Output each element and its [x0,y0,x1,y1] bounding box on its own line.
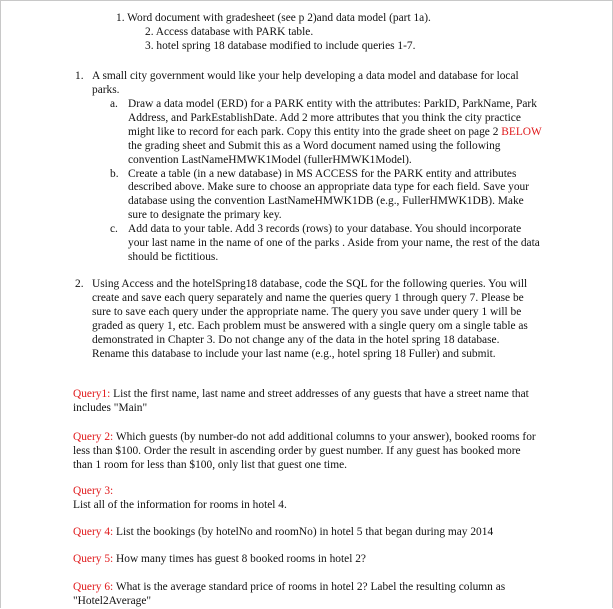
part-a-letter: a. [110,98,118,110]
problem-1-parts [110,98,542,265]
part-c-text: Add data to your table. Add 3 records (rows) to your database. You should incorporate your last name in the name of one of the parks . Aside from your name, the rest of the data should be fictitious. [128,223,540,263]
query-3-label: Query 3: [73,485,114,497]
query-2 [73,431,543,473]
query-6 [73,581,543,609]
part-a-text: Draw a data model (ERD) for a PARK entity with the attributes: ParkID, ParkName, Park Address, and ParkEstablishDate. Add 2 more attributes that you think the city practice might like to record for each park. Copy this entity into the grade sheet on page 2 [128,98,537,138]
problem-1-number: 1. [75,70,84,82]
problem-1-text: A small city government would like your help developing a data model and database for local parks. [92,70,519,96]
query-1-label: Query1: [73,388,111,400]
query-4-label: Query 4: [73,526,114,538]
part-a-highlight: BELOW [501,125,542,138]
query-4-text: List the bookings (by hotelNo and roomNo) in hotel 5 that began during may 2014 [113,526,494,538]
intro-item-1: 1. Word document with gradesheet (see p 2)and data model (part 1a). [116,12,431,24]
intro-item-2: 2. Access database with PARK table. [145,25,314,38]
part-b-text: Create a table (in a new database) in MS ACCESS for the PARK entity and attributes described above. Make sure to choose an appropriate data type for each field. Save your database using the convention LastNameHMWK1DB (e.g., FullerHMWK1DB). Make sure to designate the primary key. [128,167,530,222]
intro-list [116,12,556,54]
part-b [110,168,542,224]
part-a-text-after: the grading sheet and Submit this as a Word document named using the following convention LastNameHMWK1Model (fullerHMWK1Model). [128,139,501,166]
query-5-label: Query 5: [73,553,114,565]
query-1 [73,388,543,416]
problem-2 [75,278,536,361]
part-a [110,98,542,168]
query-2-label: Query 2: [73,431,114,443]
query-3 [73,485,543,513]
query-6-label: Query 6: [73,581,114,593]
query-5 [73,553,543,567]
part-c-letter: c. [110,223,118,236]
part-b-letter: b. [110,167,119,180]
part-c [110,223,542,265]
problem-2-text: Using Access and the hotelSpring18 database, code the SQL for the following queries. You will create and save each query separately and name the queries query 1 through query 7. Please be sure to save each query under the appropriate name. The query you save under query 1 will be graded as query 1, etc. Each problem must be answered with a single query om a single table as demonstrated in Chapter 3. Do not change any of the data in the hotel spring 18 database. Rename this database to include your last name (e.g., hotel spring 18 Fuller) and submit. [92,278,528,360]
query-4 [73,526,543,540]
problem-2-number: 2. [75,278,84,290]
query-3-text: List all of the information for rooms in hotel 4. [73,498,287,511]
intro-item-3: 3. hotel spring 18 database modified to include queries 1-7. [145,39,416,52]
query-6-text: What is the average standard price of rooms in hotel 2? Label the resulting column as "Hotel2Average" [73,581,506,607]
problem-1 [75,70,535,98]
query-5-text: How many times has guest 8 booked rooms in hotel 2? [113,553,366,565]
query-1-text: List the first name, last name and street addresses of any guests that have a street name that includes "Main" [73,388,529,414]
query-2-text: Which guests (by number-do not add additional columns to your answer), booked rooms for less than $100. Order the result in ascending order by guest number. If any guest has booked more than 1 room for less than $100, only list that guest one time. [73,431,536,471]
